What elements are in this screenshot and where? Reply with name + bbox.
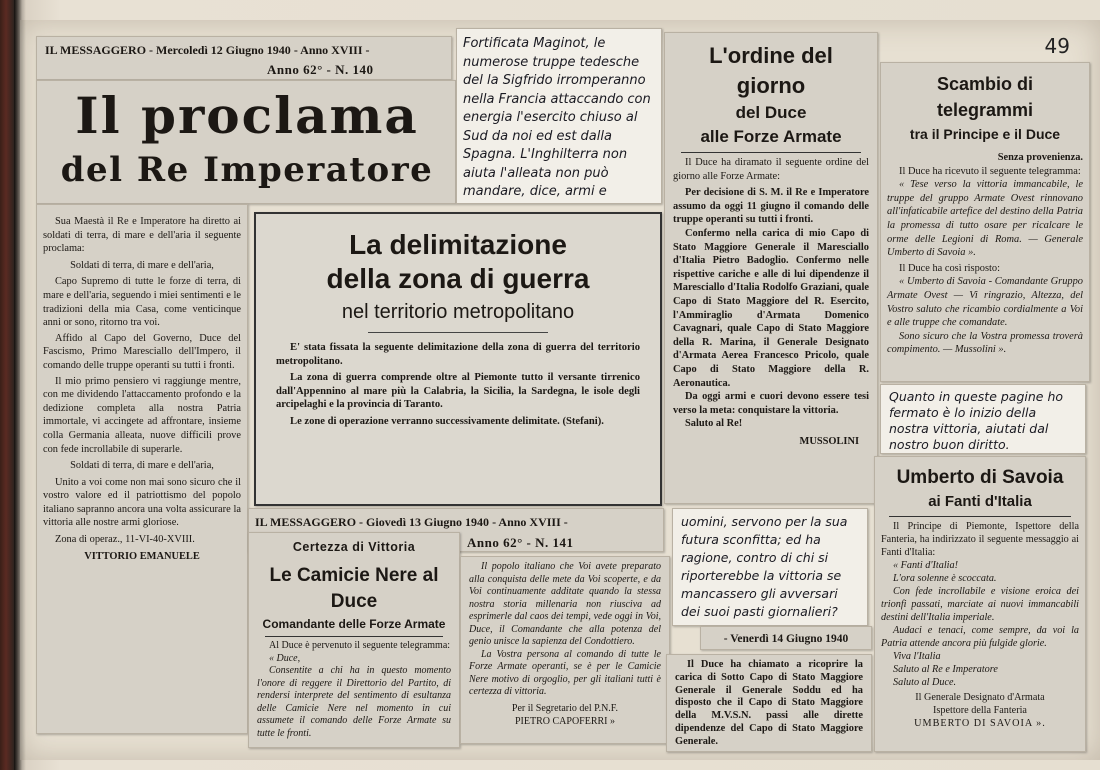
certezza-continuation	[460, 556, 670, 744]
ordine-para-2: Confermo nella carica di mio Capo di Stato Maggiore Generale il Maresciallo d'Italia Pietro Badoglio. Confermo nelle rispettive cariche e alle di lui dipendenze il Maresciallo d'Italia Rodolfo Graziani, quale Capo di Stato Maggiore del R. Esercito, l'Ammiraglio d'Armata Domenico Cavagnari, quale Capo di Stato Maggiore della R. Marina, il Generale Designato d'Armata Aerea Francesco Pricolo, quale Capo di Stato Maggiore della R. Aeronautica.	[673, 227, 869, 389]
delimitazione-subtitle: nel territorio metropolitano	[341, 301, 575, 323]
ordine-intro: Il Duce ha diramato il seguente ordine del giorno alle Forze Armate:	[673, 157, 869, 182]
proclama-para-3: Il mio primo pensiero vi raggiunge mentre, con me dividendo l'attaccamento profondo e la dedizione completa alla nostra Patria immortale, vi accingete ad affrontare, insieme colla Germania alleata, nuove difficili prove con fede incrollabile di superarle.	[43, 375, 241, 455]
certezza-kicker: Certezza di Vittoria	[292, 540, 416, 554]
ordine-signature: MUSSOLINI	[799, 435, 859, 447]
divider	[889, 516, 1071, 517]
ordine-title-1: L'ordine del giorno	[709, 43, 833, 98]
delimitazione-title-2: della zona di guerra	[326, 263, 590, 294]
scambio-quote-3: Sono sicuro che la Vostra promessa troverà compimento. — Mussolini ».	[887, 330, 1083, 356]
masthead-2-issue: Anno 62° - N. 141	[467, 535, 574, 550]
delimitazione-para-1: E' stata fissata la seguente delimitazione della zona di guerra del territorio metropolitano.	[276, 342, 640, 367]
proclama-signature: VITTORIO EMANUELE	[84, 550, 200, 562]
umberto-signature: UMBERTO DI SAVOIA ».	[914, 718, 1046, 729]
album-spine	[14, 0, 26, 770]
proclama-intro: Sua Maestà il Re e Imperatore ha diretto ai soldati di terra, di mare e dell'aria il seguente proclama:	[43, 216, 241, 255]
ordine-title-3: alle Forze Armate	[700, 127, 842, 146]
scambio-intro: Il Duce ha ricevuto il seguente telegramma:	[899, 165, 1081, 177]
umberto-intro: Il Principe di Piemonte, Ispettore della Fanteria, ha indirizzato il seguente messaggio ai Fanti d'Italia:	[881, 521, 1079, 558]
proclama-para-4: Unito a voi come non mai sono sicuro che il vostro valore ed il patriottismo del popolo italiano sapranno ancora una volta assicurare la vittoria alle nostre armi gloriose.	[43, 476, 241, 529]
certezza-quote-3: La Vostra persona al comando di tutte le Forze Armate operanti, se è per le Camicie Nere motivo di orgoglio, per gli italiani tutti è certezza di vittoria.	[469, 648, 661, 697]
proclama-para-2: Affido al Capo del Governo, Duce del Fascismo, Primo Maresciallo dell'Impero, il comando delle truppe operanti su tutti i fronti.	[43, 332, 241, 371]
masthead-date: Mercoledì 12 Giugno 1940	[156, 43, 291, 57]
umberto-quote-3: Audaci e tenaci, come sempre, da voi la Patria attende ancora più fulgide glorie.	[881, 625, 1079, 649]
certezza-title: Le Camicie Nere al Duce	[269, 565, 439, 612]
certezza-subtitle: Comandante delle Forze Armate	[262, 617, 446, 631]
page-number: 49	[1044, 34, 1070, 58]
masthead-issue: Anno 62° - N. 140	[267, 62, 374, 77]
proclama-article	[36, 204, 248, 734]
scambio-reply-intro: Il Duce ha così risposto:	[899, 262, 1000, 274]
umberto-quote-4: Viva l'Italia	[893, 651, 941, 662]
umberto-title-1: Umberto di Savoia	[896, 467, 1064, 488]
proclama-title-1: Il proclama	[75, 86, 419, 145]
certezza-quote-2: Il popolo italiano che Voi avete preparato alla conquista delle mete da Voi scoperte, e da Voi continuamente additate quando la stessa nostra storia millenaria non riusciva ad esprimerle dal caos dei tempi, vede oggi in Voi, Duce, il Comandante che alla potenza del genio unisce la sapienza del Condottiero.	[469, 561, 661, 647]
proclama-salutation-2: Soldati di terra, di mare e dell'aria,	[70, 460, 214, 472]
handwritten-text-1: Fortificata Maginot, le numerose truppe tedesche del la Sigfrido irromperanno nella Francia attaccando con energia l'esercito chiuso al Sud da noi ed est dalla Spagna. L'Inghilterra non aiuta l'alleata non può mandare, dice, armi e	[463, 36, 651, 199]
ordine-article	[664, 32, 878, 504]
divider	[265, 636, 443, 637]
proclama-title-2: del Re Imperatore	[60, 150, 434, 190]
masthead-june-12: IL MESSAGGERO - Mercoledì 12 Giugno 1940 - Anno XVIII - Anno 62° - N. 140	[36, 36, 452, 80]
scambio-source: Senza provenienza.	[997, 152, 1083, 163]
certezza-quote-1: Consentite a chi ha in questo momento l'onore di reggere il Direttorio del Partito, di rendersi interprete del sentimento di esultanza delle Camicie Nere nel momento in cui assumete il comando delle Forze Armate su tutte le fronti.	[257, 665, 451, 739]
masthead-year: Anno XVIII	[300, 43, 363, 57]
masthead-2-date: Giovedì 13 Giugno 1940	[366, 515, 490, 529]
scambio-quote-1: « Tese verso la vittoria immancabile, le truppe del gruppo Armate Ovest rinnovano all'infaticabile artefice del destino della Patria la promessa di tutto osare per ricalcare le orme delle Legioni di Roma. — Generale Umberto di Savoia ».	[887, 179, 1083, 259]
proclama-place: Zona di operaz., 11-VI-40-XVIII.	[55, 534, 195, 546]
delimitazione-para-2: La zona di guerra comprende oltre al Piemonte tutto il versante tirrenico dall'Appennino al mare più la Calabria, la Sicilia, la Sardegna, le isole degli arcipelaghi e la provincia di Taranto.	[276, 372, 640, 411]
proclama-para-1: Capo Supremo di tutte le forze di terra, di mare e dell'aria, seguendo i miei sentimenti e le tradizioni della mia Casa, come venticinque anni or sono, ritorno tra voi.	[43, 276, 241, 329]
handwritten-text-2: Quanto in queste pagine ho fermato è lo inizio della nostra vittoria, aiutati dal nostro buon diritto.	[889, 389, 1064, 452]
masthead-june-14: - Venerdì 14 Giugno 1940	[700, 626, 872, 650]
sottocapo-article	[666, 654, 872, 752]
scambio-article	[880, 62, 1090, 382]
umberto-quote-1: L'ora solenne è scoccata.	[893, 573, 997, 584]
ordine-title-2: del Duce	[735, 103, 807, 122]
scambio-quote-2: « Umberto di Savoia - Comandante Gruppo Armate Ovest — Vi ringrazio, Altezza, del Vostro saluto che ricambio cordialmente a Voi e alle truppe che comandate.	[887, 276, 1083, 329]
certezza-intro: Al Duce è pervenuto il seguente telegramma:	[269, 640, 451, 651]
handwritten-text-3: uomini, servono per la sua futura sconfitta; ed ha ragione, contro di chi si riporterebbe la vittoria se mancassero gli avversari dei suoi pasti giornalieri?	[681, 514, 848, 619]
delimitazione-title-1: La delimitazione	[349, 229, 567, 260]
masthead-2-paper: IL MESSAGGERO	[255, 515, 357, 529]
handwritten-note-2	[880, 384, 1086, 454]
delimitazione-para-3: Le zone di operazione verranno successivamente delimitate. (Stefani).	[290, 415, 604, 427]
ordine-closing: Saluto al Re!	[685, 418, 743, 430]
proclama-headline	[36, 80, 456, 204]
umberto-quote-6: Saluto al Duce.	[893, 677, 957, 688]
umberto-quote-open: « Fanti d'Italia!	[893, 560, 958, 571]
handwritten-note-1	[456, 28, 662, 204]
scambio-title-1: Scambio di telegrammi	[936, 74, 1034, 120]
masthead-june-13: IL MESSAGGERO - Giovedì 13 Giugno 1940 - Anno XVIII - Anno 62° - N. 141	[248, 508, 664, 552]
certezza-signature: PIETRO CAPOFERRI »	[514, 716, 615, 728]
masthead-3-date: Venerdì 14 Giugno 1940	[730, 633, 849, 645]
certezza-article	[248, 532, 460, 748]
umberto-quote-5: Saluto al Re e Imperatore	[893, 664, 998, 675]
ordine-para-1: Per decisione di S. M. il Re e Imperatore assumo da oggi 11 giugno il comando delle truppe operanti su tutti i fronti.	[673, 187, 869, 226]
divider	[681, 152, 861, 153]
umberto-sign-2: Ispettore della Fanteria	[933, 705, 1027, 716]
umberto-article	[874, 456, 1086, 752]
umberto-sign-1: Il Generale Designato d'Armata	[915, 692, 1045, 703]
sottocapo-text: Il Duce ha chiamato a ricoprire la carica di Sotto Capo di Stato Maggiore Generale il Generale Soddu ed ha disposto che il Capo di Stato Maggiore della M.V.S.N. passi alle dirette dipendenze del Capo di Stato Maggiore Generale.	[675, 659, 863, 747]
umberto-quote-2: Con fede incrollabile e visione eroica dei trionfi passati, marciate ai nuovi immancabili destini dell'Italia imperiale.	[881, 586, 1079, 623]
delimitazione-article	[254, 212, 662, 506]
handwritten-note-3	[672, 508, 868, 626]
divider	[368, 332, 548, 333]
proclama-salutation: Soldati di terra, di mare e dell'aria,	[70, 259, 214, 271]
certezza-closing: Per il Segretario del P.N.F.	[511, 702, 619, 714]
umberto-title-2: ai Fanti d'Italia	[928, 493, 1032, 510]
scambio-title-2: tra il Principe e il Duce	[909, 126, 1061, 142]
masthead-2-year: Anno XVIII	[498, 515, 561, 529]
ordine-para-3: Da oggi armi e cuori devono essere tesi verso la meta: conquistare la vittoria.	[673, 391, 869, 416]
masthead-paper: IL MESSAGGERO	[45, 43, 147, 57]
certezza-quote-open: « Duce,	[269, 652, 301, 664]
